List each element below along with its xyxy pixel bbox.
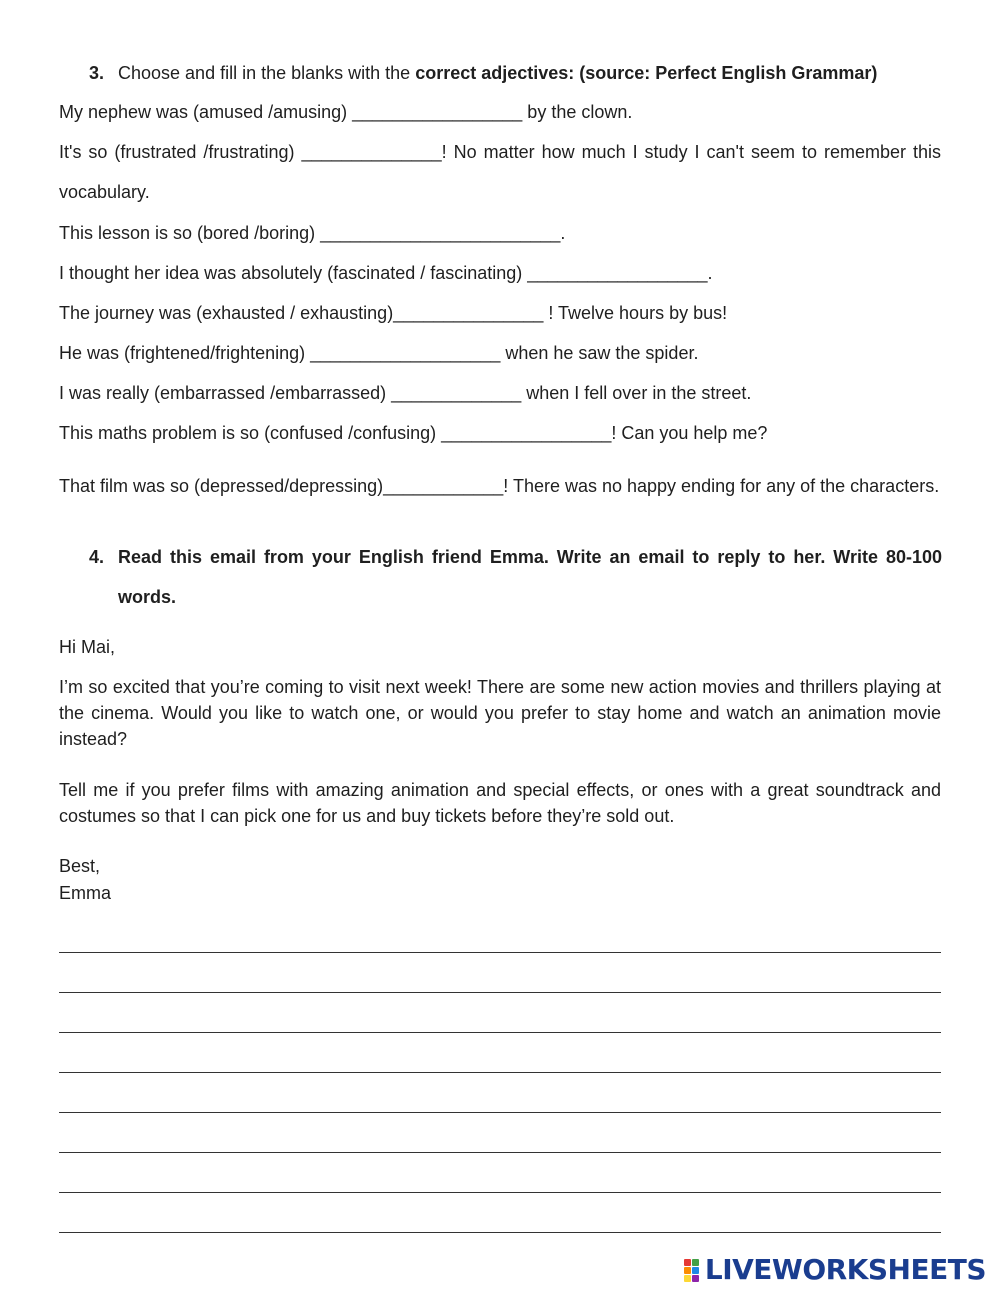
answer-line[interactable] — [59, 1032, 941, 1033]
exercise-item-9: That film was so (depressed/depressing)____________! There was no happy ending for any of the characters. — [59, 476, 940, 496]
email-signature: Emma — [59, 883, 112, 903]
answer-line[interactable] — [59, 1112, 941, 1113]
answer-line[interactable] — [59, 1152, 941, 1153]
logo-block — [692, 1259, 699, 1266]
exercise-item-6: He was (frightened/frightening) ___________________ when he saw the spider. — [59, 343, 699, 363]
liveworksheets-logo-icon — [684, 1259, 699, 1282]
question-4-heading — [89, 546, 942, 617]
exercise-item-1: My nephew was (amused /amusing) _________________ by the clown. — [59, 102, 633, 122]
email-signoff: Best, — [59, 856, 101, 876]
answer-line[interactable] — [59, 1232, 941, 1233]
email-greeting: Hi Mai, — [59, 637, 116, 657]
liveworksheets-logo — [684, 1253, 986, 1286]
question-3-heading — [89, 62, 942, 84]
answer-line[interactable] — [59, 1192, 941, 1193]
email-paragraph-1: I’m so excited that you’re coming to visit next week! There are some new action movies and thrillers playing at the cinema. Would you like to watch one, or would you prefer to stay home and watch an animation movie instead? — [59, 677, 941, 749]
question-4-text: Read this email from your English friend Emma. Write an email to reply to her. Write 80-100 words. — [118, 547, 942, 607]
exercise-item-2: It's so (frustrated /frustrating) ______________! No matter how much I study I can't seem to remember this vocabulary. — [59, 142, 941, 202]
liveworksheets-wordmark: LIVEWORKSHEETS — [704, 1253, 986, 1286]
logo-block — [692, 1275, 699, 1282]
question-3-heading-bold: correct adjectives: (source: Perfect English Grammar) — [415, 63, 878, 83]
exercise-item-7: I was really (embarrassed /embarrassed) _____________ when I fell over in the street. — [59, 383, 752, 403]
logo-block — [684, 1259, 691, 1266]
logo-block — [684, 1275, 691, 1282]
question-3-number: 3. — [89, 63, 105, 83]
question-4-number: 4. — [89, 547, 105, 567]
exercise-item-8: This maths problem is so (confused /confusing) _________________! Can you help me? — [59, 423, 768, 443]
logo-block — [692, 1267, 699, 1274]
answer-line[interactable] — [59, 992, 941, 993]
answer-line[interactable] — [59, 1072, 941, 1073]
exercise-item-5: The journey was (exhausted / exhausting)_______________ ! Twelve hours by bus! — [59, 303, 728, 323]
question-3-heading-plain: Choose and fill in the blanks with the — [118, 63, 416, 83]
exercise-item-4: I thought her idea was absolutely (fascinated / fascinating) __________________. — [59, 263, 713, 283]
exercise-item-3: This lesson is so (bored /boring) ________________________. — [59, 223, 566, 243]
logo-block — [684, 1267, 691, 1274]
email-paragraph-2: Tell me if you prefer films with amazing animation and special effects, or ones with a great soundtrack and costumes so that I can pick one for us and buy tickets before they’re sold out. — [59, 780, 941, 826]
answer-line[interactable] — [59, 952, 941, 953]
